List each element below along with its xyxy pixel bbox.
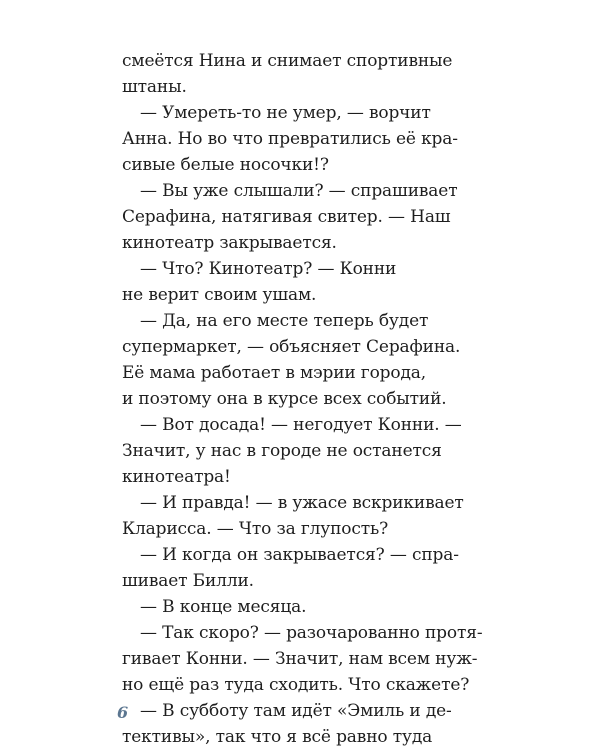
text-line: — Да, на его месте теперь будет (140, 311, 429, 331)
text-line: Значит, у нас в городе не останется (122, 441, 442, 461)
text-line: шивает Билли. (122, 571, 254, 591)
text-line: супермаркет, — объясняет Серафина. (122, 337, 461, 357)
text-line: Её мама работает в мэрии города, (122, 363, 427, 383)
body-text (122, 48, 483, 750)
text-line: гивает Конни. — Значит, нам всем нуж- (122, 649, 478, 669)
text-line: — Вот досада! — негодует Конни. — (140, 415, 462, 435)
text-line: смеётся Нина и снимает спортивные (122, 51, 453, 71)
text-line: — И правда! — в ужасе вскрикивает (140, 493, 464, 513)
text-line: кинотеатр закрывается. (122, 233, 337, 253)
text-line: — В конце месяца. (140, 597, 307, 617)
text-line: тективы», так что я всё равно туда (122, 727, 433, 747)
text-line: не верит своим ушам. (122, 285, 317, 305)
text-line: Кларисса. — Что за глупость? (122, 519, 389, 539)
text-line: Серафина, натягивая свитер. — Наш (122, 207, 451, 227)
text-line: — Вы уже слышали? — спрашивает (140, 181, 458, 201)
text-line: — И когда он закрывается? — спра- (140, 545, 459, 565)
text-line: кинотеатра! (122, 467, 231, 487)
text-line: — Что? Кинотеатр? — Конни (140, 259, 397, 279)
text-line: — В субботу там идёт «Эмиль и де- (140, 701, 452, 721)
page-number: 6 (117, 703, 129, 722)
text-line: но ещё раз туда сходить. Что скажете? (122, 675, 470, 695)
text-line: — Так скоро? — разочарованно протя- (140, 623, 483, 643)
text-line: штаны. (122, 77, 187, 97)
text-line: сивые белые носочки!? (122, 155, 329, 175)
text-line: Анна. Но во что превратились её кра- (122, 129, 458, 149)
text-line: — Умереть-то не умер, — ворчит (140, 103, 431, 123)
text-line: и поэтому она в курсе всех событий. (122, 389, 447, 409)
